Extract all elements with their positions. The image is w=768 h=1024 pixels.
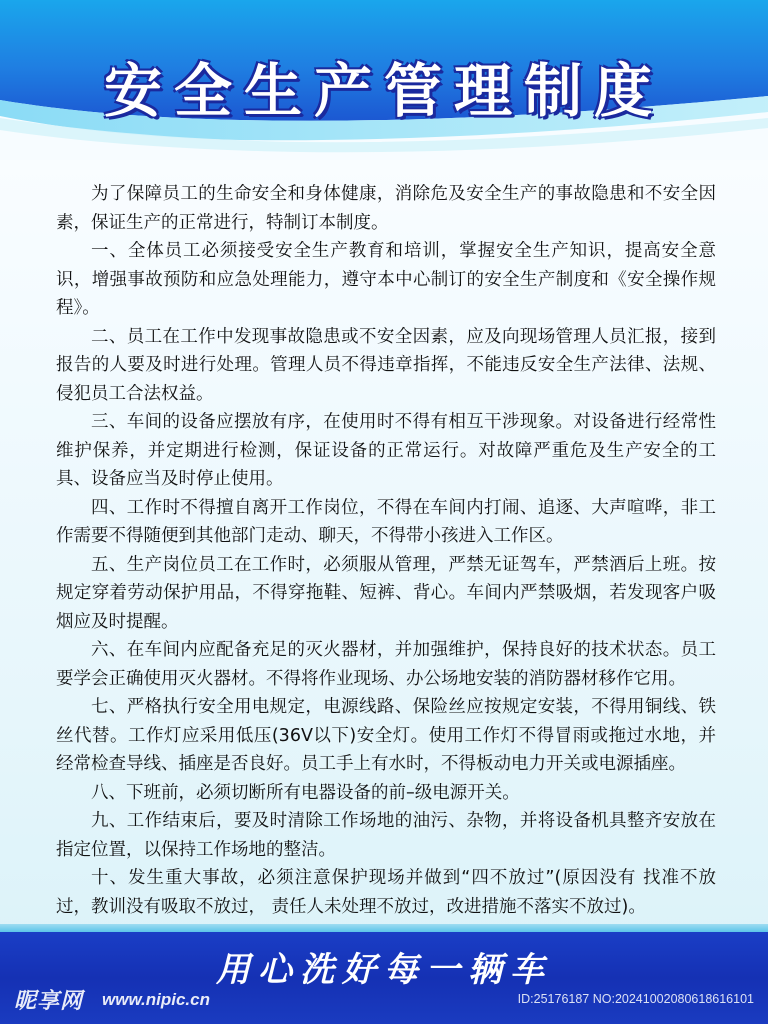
rule-8: 八、下班前，必须切断所有电器设备的前–级电源开关。 [91, 782, 520, 803]
rule-1: 一、全体员工必须接受安全生产教育和培训，掌握安全生产知识，提高安全意识，增强事故预防和应急处理能力，遵守本中心制订的安全生产制度和《安全操作规程》。 [56, 241, 716, 318]
rule-3: 三、车间的设备应摆放有序，在使用时不得有相互干涉现象。对设备进行经常性维护保养，并定期进行检测，保证设备的正常运行。对故障严重危及生产安全的工具、设备应当及时停止使用。 [56, 412, 716, 489]
footer-divider [0, 924, 768, 932]
footer-slogan: 用心洗好每一辆车 [216, 950, 552, 990]
rule-7: 七、严格执行安全用电规定，电源线路、保险丝应按规定安装，不得用铜线、铁丝代替。工作灯应采用低压(36V以下)安全灯。使用工作灯不得冒雨或拖过水地，并经常检查导线、插座是否良好。员工手上有水时，不得板动电力开关或电源插座。 [56, 697, 716, 774]
rule-5: 五、生产岗位员工在工作时，必须服从管理，严禁无证驾车，严禁酒后上班。按规定穿着劳动保护用品，不得穿拖鞋、短裤、背心。车间内严禁吸烟，若发现客户吸烟应及时提醒。 [56, 554, 716, 632]
watermark-site: www.nipic.cn [102, 990, 210, 1009]
header-banner [0, 0, 768, 160]
watermark-logo: 昵享网 [14, 989, 84, 1014]
regulation-body [56, 180, 716, 921]
rule-4: 四、工作时不得擅自离开工作岗位，不得在车间内打闹、追逐、大声喧哗，非工作需要不得随便到其他部门走动、聊天，不得带小孩进入工作区。 [56, 497, 716, 546]
rule-9: 九、工作结束后，要及时清除工作场地的油污、杂物，并将设备机具整齐安放在指定位置，以保持工作场地的整洁。 [56, 811, 716, 860]
rule-2: 二、员工在工作中发现事故隐患或不安全因素，应及向现场管理人员汇报，接到报告的人要及时进行处理。管理人员不得违章指挥，不能违反安全生产法律、法规、侵犯员工合法权益。 [56, 326, 716, 404]
intro-paragraph: 为了保障员工的生命安全和身体健康，消除危及安全生产的事故隐患和不安全因素，保证生产的正常进行，特制订本制度。 [56, 184, 716, 233]
watermark-id: ID:25176187 NO:20241002080618616101 [517, 992, 754, 1006]
rule-10: 十、发生重大事故，必须注意保护现场并做到“四不放过”(原因没有 找准不放过，教训没有吸取不放过， 责任人未处理不放过，改进措施不落实不放过)。 [56, 868, 716, 917]
rule-6: 六、在车间内应配备充足的灭火器材，并加强维护，保持良好的技术状态。员工要学会正确使用灭火器材。不得将作业现场、办公场地安装的消防器材移作它用。 [56, 640, 716, 689]
footer-banner [0, 932, 768, 1024]
page-title: 安全生产管理制度 [103, 57, 664, 125]
